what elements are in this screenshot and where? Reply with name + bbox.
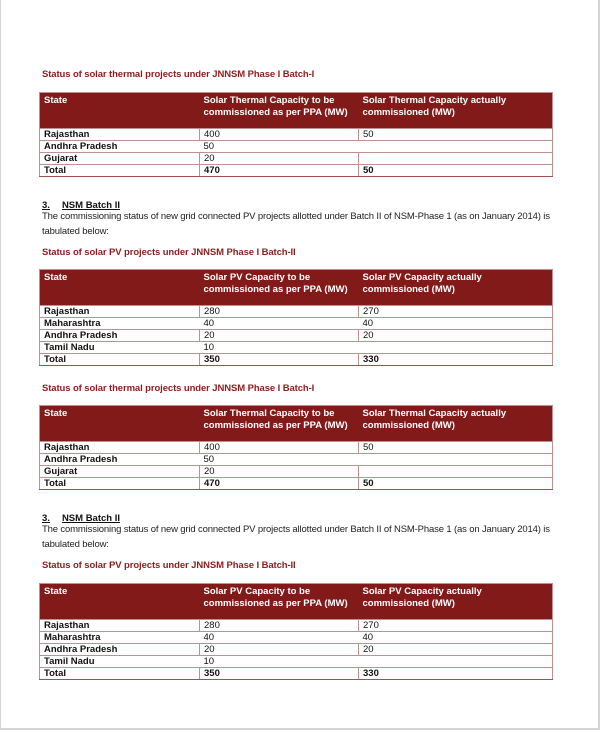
- table-header-row: [40, 270, 553, 306]
- cell-state: Rajasthan: [40, 306, 200, 318]
- table-header-row: [40, 93, 553, 129]
- cell-state: Maharashtra: [40, 318, 200, 330]
- solar-pv-batch2-table-repeat: [39, 583, 553, 680]
- cell-actual: 270: [359, 620, 553, 632]
- section-number: 3.: [42, 200, 50, 211]
- table-caption: Status of solar PV projects under JNNSM Phase I Batch-II: [42, 560, 296, 571]
- cell-actual: 50: [359, 129, 553, 141]
- section-paragraph: The commissioning status of new grid connected PV projects allotted under Batch II of NSM-Phase 1 (as on January 2014) is tabulated below:: [42, 524, 550, 550]
- table-header-row: [40, 406, 553, 442]
- cell-actual: [359, 656, 553, 668]
- table-row: [40, 644, 553, 656]
- cell-ppa: 40: [200, 632, 359, 644]
- section-number: 3.: [42, 513, 50, 524]
- table-row: [40, 318, 553, 330]
- cell-actual: [359, 342, 553, 354]
- cell-ppa: 20: [200, 466, 359, 478]
- header-ppa: Solar PV Capacity to be commissioned as per PPA (MW): [200, 584, 359, 620]
- cell-ppa: 40: [200, 318, 359, 330]
- header-actual: Solar Thermal Capacity actually commissioned (MW): [359, 93, 553, 129]
- solar-thermal-batch1-table: [39, 92, 553, 177]
- cell-state: Tamil Nadu: [40, 656, 200, 668]
- cell-total-label: Total: [40, 668, 200, 680]
- cell-total-ppa: 350: [200, 668, 359, 680]
- table-row: [40, 306, 553, 318]
- table-row: [40, 153, 553, 165]
- cell-state: Andhra Pradesh: [40, 644, 200, 656]
- table-row: [40, 342, 553, 354]
- section-title: NSM Batch II: [61, 513, 120, 524]
- cell-ppa: 20: [200, 644, 359, 656]
- cell-actual: [359, 454, 553, 466]
- cell-state: Rajasthan: [40, 129, 200, 141]
- table-row: [40, 330, 553, 342]
- table-row: [40, 656, 553, 668]
- cell-actual: [359, 466, 553, 478]
- cell-ppa: 280: [200, 620, 359, 632]
- section-title: NSM Batch II: [61, 200, 120, 211]
- cell-state: Gujarat: [40, 153, 200, 165]
- cell-ppa: 20: [200, 330, 359, 342]
- header-ppa: Solar Thermal Capacity to be commissioned as per PPA (MW): [200, 406, 359, 442]
- cell-actual: [359, 141, 553, 153]
- cell-state: Rajasthan: [40, 442, 200, 454]
- cell-actual: 270: [359, 306, 553, 318]
- table-row: [40, 442, 553, 454]
- cell-actual: 20: [359, 330, 553, 342]
- cell-ppa: 20: [200, 153, 359, 165]
- header-actual: Solar PV Capacity actually commissioned (MW): [359, 270, 553, 306]
- cell-actual: 20: [359, 644, 553, 656]
- table-row: [40, 466, 553, 478]
- cell-total-ppa: 470: [200, 165, 359, 177]
- table-header-row: [40, 584, 553, 620]
- cell-ppa: 50: [200, 454, 359, 466]
- table-row: [40, 620, 553, 632]
- cell-state: Maharashtra: [40, 632, 200, 644]
- cell-actual: 50: [359, 442, 553, 454]
- cell-ppa: 10: [200, 342, 359, 354]
- solar-thermal-batch1-table-repeat: [39, 405, 553, 490]
- table-caption: Status of solar thermal projects under JNNSM Phase I Batch-I: [42, 69, 315, 80]
- cell-state: Gujarat: [40, 466, 200, 478]
- table-row: [40, 632, 553, 644]
- cell-total-ppa: 470: [200, 478, 359, 490]
- cell-total-ppa: 350: [200, 354, 359, 366]
- cell-ppa: 400: [200, 129, 359, 141]
- cell-total-actual: 330: [359, 668, 553, 680]
- cell-actual: 40: [359, 632, 553, 644]
- table-caption: Status of solar PV projects under JNNSM Phase I Batch-II: [42, 247, 296, 258]
- cell-actual: [359, 153, 553, 165]
- cell-total-actual: 50: [359, 478, 553, 490]
- header-state: State: [40, 584, 200, 620]
- cell-total-label: Total: [40, 478, 200, 490]
- header-actual: Solar PV Capacity actually commissioned (MW): [359, 584, 553, 620]
- header-state: State: [40, 270, 200, 306]
- cell-state: Andhra Pradesh: [40, 141, 200, 153]
- header-ppa: Solar PV Capacity to be commissioned as per PPA (MW): [200, 270, 359, 306]
- table-row: [40, 129, 553, 141]
- cell-state: Andhra Pradesh: [40, 454, 200, 466]
- cell-ppa: 10: [200, 656, 359, 668]
- cell-ppa: 280: [200, 306, 359, 318]
- cell-total-actual: 330: [359, 354, 553, 366]
- table-caption: Status of solar thermal projects under JNNSM Phase I Batch-I: [42, 383, 315, 394]
- cell-state: Tamil Nadu: [40, 342, 200, 354]
- cell-ppa: 50: [200, 141, 359, 153]
- cell-state: Andhra Pradesh: [40, 330, 200, 342]
- section-paragraph: The commissioning status of new grid connected PV projects allotted under Batch II of NSM-Phase 1 (as on January 2014) is tabulated below:: [42, 211, 550, 237]
- cell-actual: 40: [359, 318, 553, 330]
- cell-total-label: Total: [40, 354, 200, 366]
- cell-total-actual: 50: [359, 165, 553, 177]
- table-total-row: [40, 354, 553, 366]
- cell-state: Rajasthan: [40, 620, 200, 632]
- table-total-row: [40, 478, 553, 490]
- header-actual: Solar Thermal Capacity actually commissioned (MW): [359, 406, 553, 442]
- table-row: [40, 141, 553, 153]
- header-state: State: [40, 406, 200, 442]
- table-row: [40, 454, 553, 466]
- table-total-row: [40, 668, 553, 680]
- header-ppa: Solar Thermal Capacity to be commissioned as per PPA (MW): [200, 93, 359, 129]
- cell-ppa: 400: [200, 442, 359, 454]
- solar-pv-batch2-table: [39, 269, 553, 366]
- cell-total-label: Total: [40, 165, 200, 177]
- table-total-row: [40, 165, 553, 177]
- header-state: State: [40, 93, 200, 129]
